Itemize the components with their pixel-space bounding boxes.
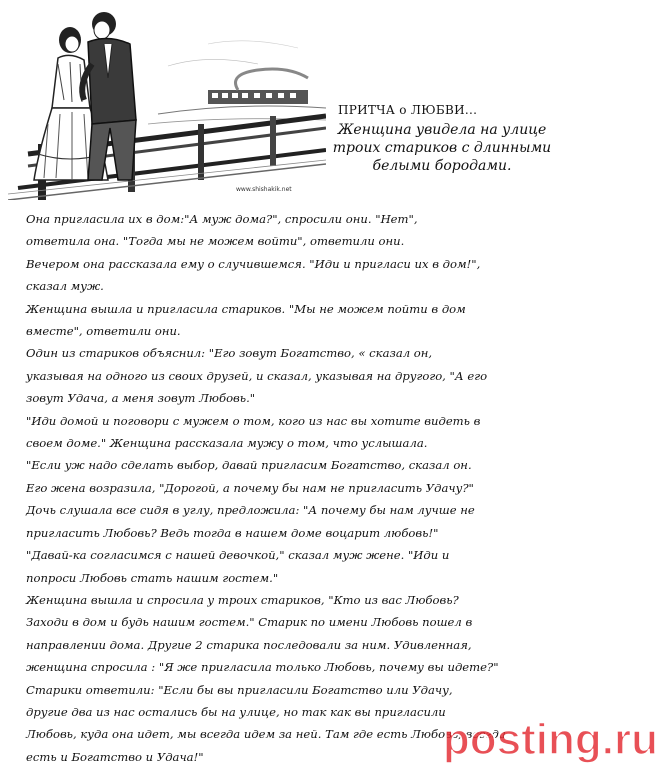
story-line: "Давай-ка согласимся с нашей девочкой," сказал муж жене. "Иди и (26, 548, 450, 563)
posting-logo-text: posting.ru (442, 715, 658, 764)
story-line: "Иди домой и поговори с мужем о том, кого из нас вы хотите видеть в (26, 413, 481, 428)
page-title: ПРИТЧА о ЛЮБВИ... (338, 103, 478, 117)
subtitle (292, 121, 592, 175)
train-drawing (208, 69, 308, 104)
story-line: Дочь слушала все сидя в углу, предложила: "А почему бы нам лучше не (26, 503, 475, 518)
posting-logo (412, 698, 658, 768)
subtitle-line: троих стариков с длинными (332, 140, 552, 156)
story-line: Она пригласила их в дом:"А муж дома?", спросили они. "Нет", (26, 212, 418, 226)
subtitle-line: Женщина увидела на улице (337, 122, 547, 138)
story-line: зовут Удача, а меня зовут Любовь." (26, 391, 256, 406)
subtitle-line: белыми бородами. (372, 158, 512, 174)
story-line: Любовь, куда она идет, мы всегда идем за ней. Там где есть Любовь, всегда (26, 727, 506, 742)
story-line: направлении дома. Другие 2 старика последовали за ним. Удивленная, (26, 637, 472, 652)
story-line: ответила она. "Тогда мы не можем войти", ответили они. (26, 234, 405, 249)
story-line: указывая на одного из своих друзей, и сказал, указывая на другого, "А его (26, 368, 488, 383)
story-line: Женщина вышла и спросила у троих стариков, "Кто из вас Любовь? (26, 592, 459, 607)
story-line: сказал муж. (26, 279, 104, 294)
story-line: "Если уж надо сделать выбор, давай пригласим Богатство, сказал он. (26, 458, 472, 473)
story-text (26, 208, 638, 768)
story-line: Один из стариков объяснил: "Его зовут Богатство, « сказал он, (26, 346, 433, 361)
story-line: Вечером она рассказала ему о случившемся. "Иди и пригласи их в дом!", (26, 256, 481, 271)
story-line: попроси Любовь стать нашим гостем." (26, 570, 279, 585)
story-line: женщина спросила : "Я же пригласила только Любовь, почему вы идете?" (26, 660, 499, 675)
story-line: Женщина вышла и пригласила стариков. "Мы не можем пойти в дом (26, 301, 466, 316)
story-line: другие два из нас остались бы на улице, но так как вы пригласили (26, 704, 446, 719)
story-line: пригласить Любовь? Ведь тогда в нашем доме воцарит любовь!" (26, 525, 439, 540)
story-line: своем доме." Женщина рассказала мужу о том, что услышала. (26, 436, 428, 451)
couple-illustration (8, 4, 326, 200)
source-watermark: www.shishakik.net (236, 186, 292, 193)
story-line: Заходи в дом и будь нашим гостем." Старик по имени Любовь пошел в (26, 615, 473, 630)
title-block (292, 103, 592, 175)
story-line: Старики ответили: "Если бы вы пригласили Богатство или Удачу, (26, 682, 453, 697)
story-line: есть и Богатство и Удача!" (26, 749, 204, 764)
story-line: Его жена возразила, "Дорогой, а почему бы нам не пригласить Удачу?" (26, 480, 474, 495)
story-line: вместе", ответили они. (26, 324, 181, 339)
